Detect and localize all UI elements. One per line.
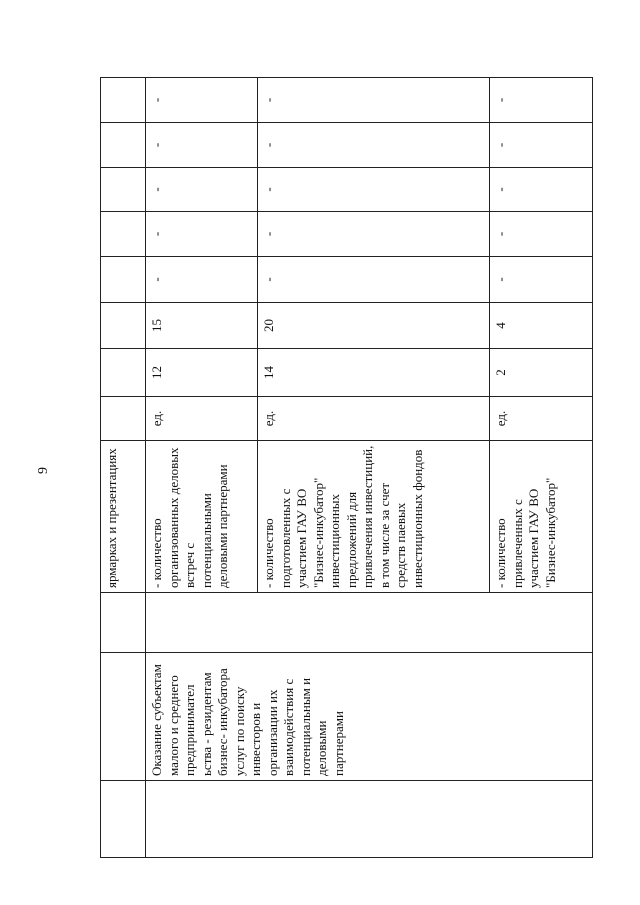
rotated-table-region (100, 97, 592, 858)
indicator-unit: ед. (258, 397, 490, 441)
indicator-value: - (490, 168, 593, 212)
cell-empty (101, 593, 146, 653)
indicator-value: - (490, 212, 593, 257)
indicator-value: - (258, 168, 490, 212)
indicator-value: - (258, 212, 490, 257)
indicator-unit: ед. (146, 397, 258, 441)
indicator-name: - количество привлеченных с участием ГАУ ВО "Бизнес-инкубатор" (490, 441, 593, 593)
indicator-unit: ед. (490, 397, 593, 441)
cell-empty (146, 593, 593, 653)
indicator-value: 4 (490, 303, 593, 349)
cell-empty (101, 397, 146, 441)
indicator-value: 15 (146, 303, 258, 349)
indicator-value: - (146, 212, 258, 257)
indicator-value: - (258, 78, 490, 123)
indicators-table (100, 77, 593, 858)
indicator-value: - (490, 123, 593, 168)
indicator-value: - (146, 78, 258, 123)
indicator-value: - (258, 257, 490, 303)
cell-empty (101, 212, 146, 257)
cell-empty (101, 781, 146, 858)
indicator-value: - (146, 168, 258, 212)
service-name: Оказание субъектам малого и среднего предпринимател ьства - резидентам бизнес- инкубатора услуг по поиску инвесторов и организации их взаимодействия с потенциальным и деловыми партнерами (146, 653, 593, 781)
cell-empty (101, 257, 146, 303)
page-number: 9 (36, 467, 51, 474)
cell-empty (101, 168, 146, 212)
continued-text: ярмарках и презентациях (101, 441, 146, 593)
cell-empty (101, 78, 146, 123)
indicator-value: - (258, 123, 490, 168)
indicator-value: 2 (490, 349, 593, 397)
cell-empty (101, 653, 146, 781)
indicator-value: - (146, 123, 258, 168)
indicator-value: - (490, 78, 593, 123)
indicator-value: - (146, 257, 258, 303)
cell-empty (101, 349, 146, 397)
indicator-name: - количество подготовленных с участием ГАУ ВО "Бизнес-инкубатор" инвестиционных предложений для привлечения инвестиций, в том числе за счет средств паевых инвестиционных фондов (258, 441, 490, 593)
indicator-value: 20 (258, 303, 490, 349)
indicator-value: 14 (258, 349, 490, 397)
indicator-value: - (490, 257, 593, 303)
cell-empty (101, 123, 146, 168)
cell-empty (101, 303, 146, 349)
indicator-value: 12 (146, 349, 258, 397)
cell-empty (146, 781, 593, 858)
indicator-name: - количество организованных деловых встреч с потенциальными деловыми партнерами (146, 441, 258, 593)
